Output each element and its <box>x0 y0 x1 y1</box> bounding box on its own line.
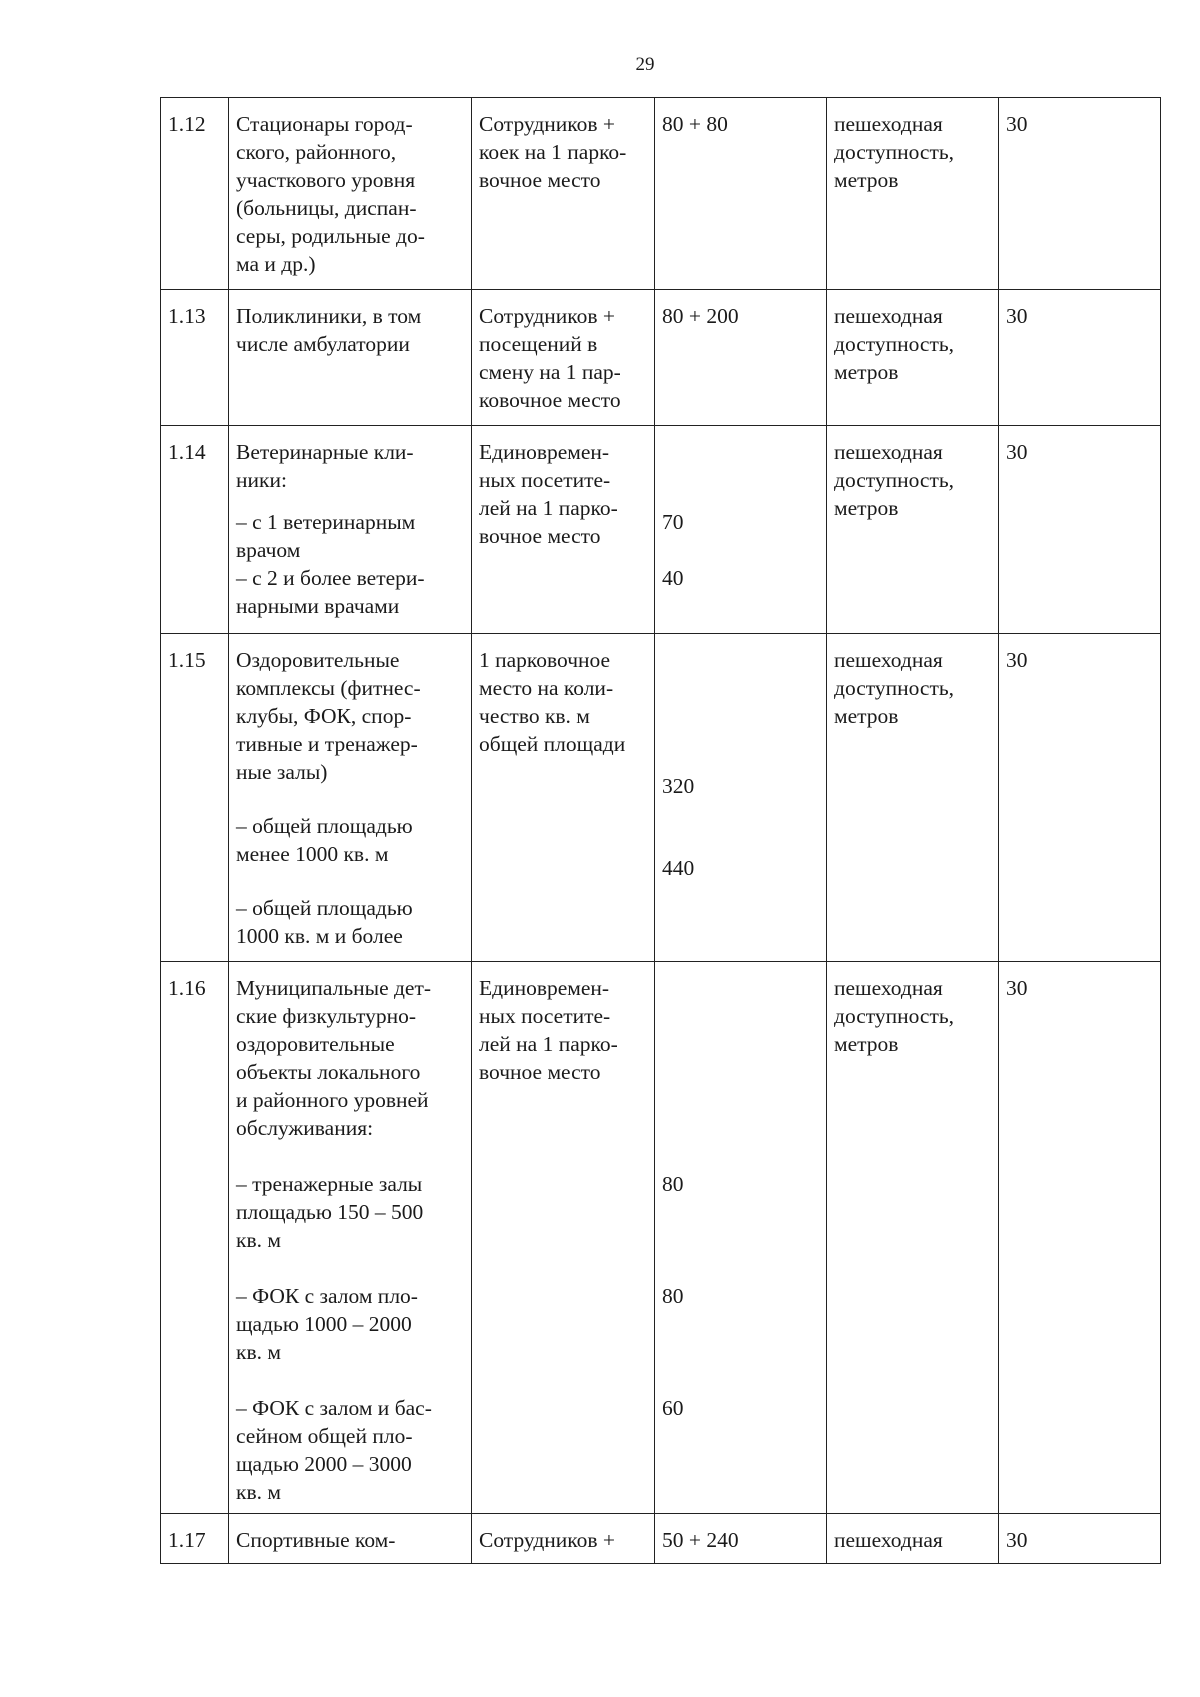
subitem-label: – общей площадью <box>236 814 413 838</box>
facility-name: Ветеринарные кли- ники: – с 1 ветеринарным врачом – с 2 и более ветери- нарными врачами <box>229 426 472 634</box>
distance-type: пешеходная доступность, метров <box>827 290 999 426</box>
norm-value <box>655 634 827 962</box>
norm-value: 50 + 240 <box>655 1514 827 1564</box>
norm-value <box>655 426 827 634</box>
subitem-value: 70 <box>662 510 684 534</box>
subitem-value: 440 <box>662 856 695 880</box>
table-row <box>161 426 1161 634</box>
calculation-unit: Единовремен- ных посетите- лей на 1 парко- вочное место <box>472 962 655 1514</box>
page-number: 29 <box>635 54 655 75</box>
distance-type: пешеходная <box>827 1514 999 1564</box>
row-number: 1.13 <box>161 290 229 426</box>
subitem-label: – общей площадью <box>236 896 413 920</box>
facility-name: Спортивные ком- <box>229 1514 472 1564</box>
row-number: 1.12 <box>161 98 229 290</box>
row-number: 1.16 <box>161 962 229 1514</box>
row-number: 1.17 <box>161 1514 229 1564</box>
distance-value: 30 <box>999 426 1161 634</box>
distance-value: 30 <box>999 98 1161 290</box>
subitem-value: 80 <box>662 1284 684 1308</box>
distance-value: 30 <box>999 634 1161 962</box>
facility-name: Стационары город- ского, районного, участкового уровня (больницы, диспан- серы, родильные до- ма и др.) <box>229 98 472 290</box>
subitem-value: 40 <box>662 566 684 590</box>
subitem-label: – ФОК с залом пло- <box>236 1284 418 1308</box>
subitem-label: – тренажерные залы <box>236 1172 423 1196</box>
table-row <box>161 962 1161 1514</box>
subitem-label: – ФОК с залом и бас- <box>236 1396 432 1420</box>
subitem-label: – с 2 и более ветери- <box>236 566 425 590</box>
distance-type: пешеходная доступность, метров <box>827 962 999 1514</box>
subitem-value: 320 <box>662 774 695 798</box>
norm-value: 80 + 80 <box>655 98 827 290</box>
facility-name: Поликлиники, в том числе амбулатории <box>229 290 472 426</box>
subitem-value: 60 <box>662 1396 684 1420</box>
facility-name: Муниципальные дет- ские физкультурно- оздоровительные объекты локального и районного уровней обслуживания: – тренажерные залы площадью 150 – 500 кв. м – ФОК с залом пло- щадью 1000 – 2000 кв. м – ФОК с залом и бас- сейном общей пло- щадью 2000 – 3000 кв. м <box>229 962 472 1514</box>
subitem-value: 80 <box>662 1172 684 1196</box>
table-row <box>161 634 1161 962</box>
norm-value <box>655 962 827 1514</box>
distance-value: 30 <box>999 290 1161 426</box>
distance-value: 30 <box>999 1514 1161 1564</box>
facility-name: Оздоровительные комплексы (фитнес- клубы, ФОК, спор- тивные и тренажер- ные залы) – общей площадью менее 1000 кв. м – общей площадью 1000 кв. м и более <box>229 634 472 962</box>
distance-type: пешеходная доступность, метров <box>827 426 999 634</box>
row-number: 1.14 <box>161 426 229 634</box>
table-row <box>161 1514 1161 1564</box>
calculation-unit: Сотрудников + коек на 1 парко- вочное место <box>472 98 655 290</box>
calculation-unit: Сотрудников + посещений в смену на 1 пар- ковочное место <box>472 290 655 426</box>
table-row <box>161 290 1161 426</box>
norm-value: 80 + 200 <box>655 290 827 426</box>
distance-type: пешеходная доступность, метров <box>827 634 999 962</box>
calculation-unit: 1 парковочное место на коли- чество кв. м общей площади <box>472 634 655 962</box>
calculation-unit: Единовремен- ных посетите- лей на 1 парко- вочное место <box>472 426 655 634</box>
subitem-label: – с 1 ветеринарным <box>236 510 416 534</box>
calculation-unit: Сотрудников + <box>472 1514 655 1564</box>
parking-norms-table <box>160 97 1161 1564</box>
distance-type: пешеходная доступность, метров <box>827 98 999 290</box>
row-number: 1.15 <box>161 634 229 962</box>
table-row <box>161 98 1161 290</box>
distance-value: 30 <box>999 962 1161 1514</box>
